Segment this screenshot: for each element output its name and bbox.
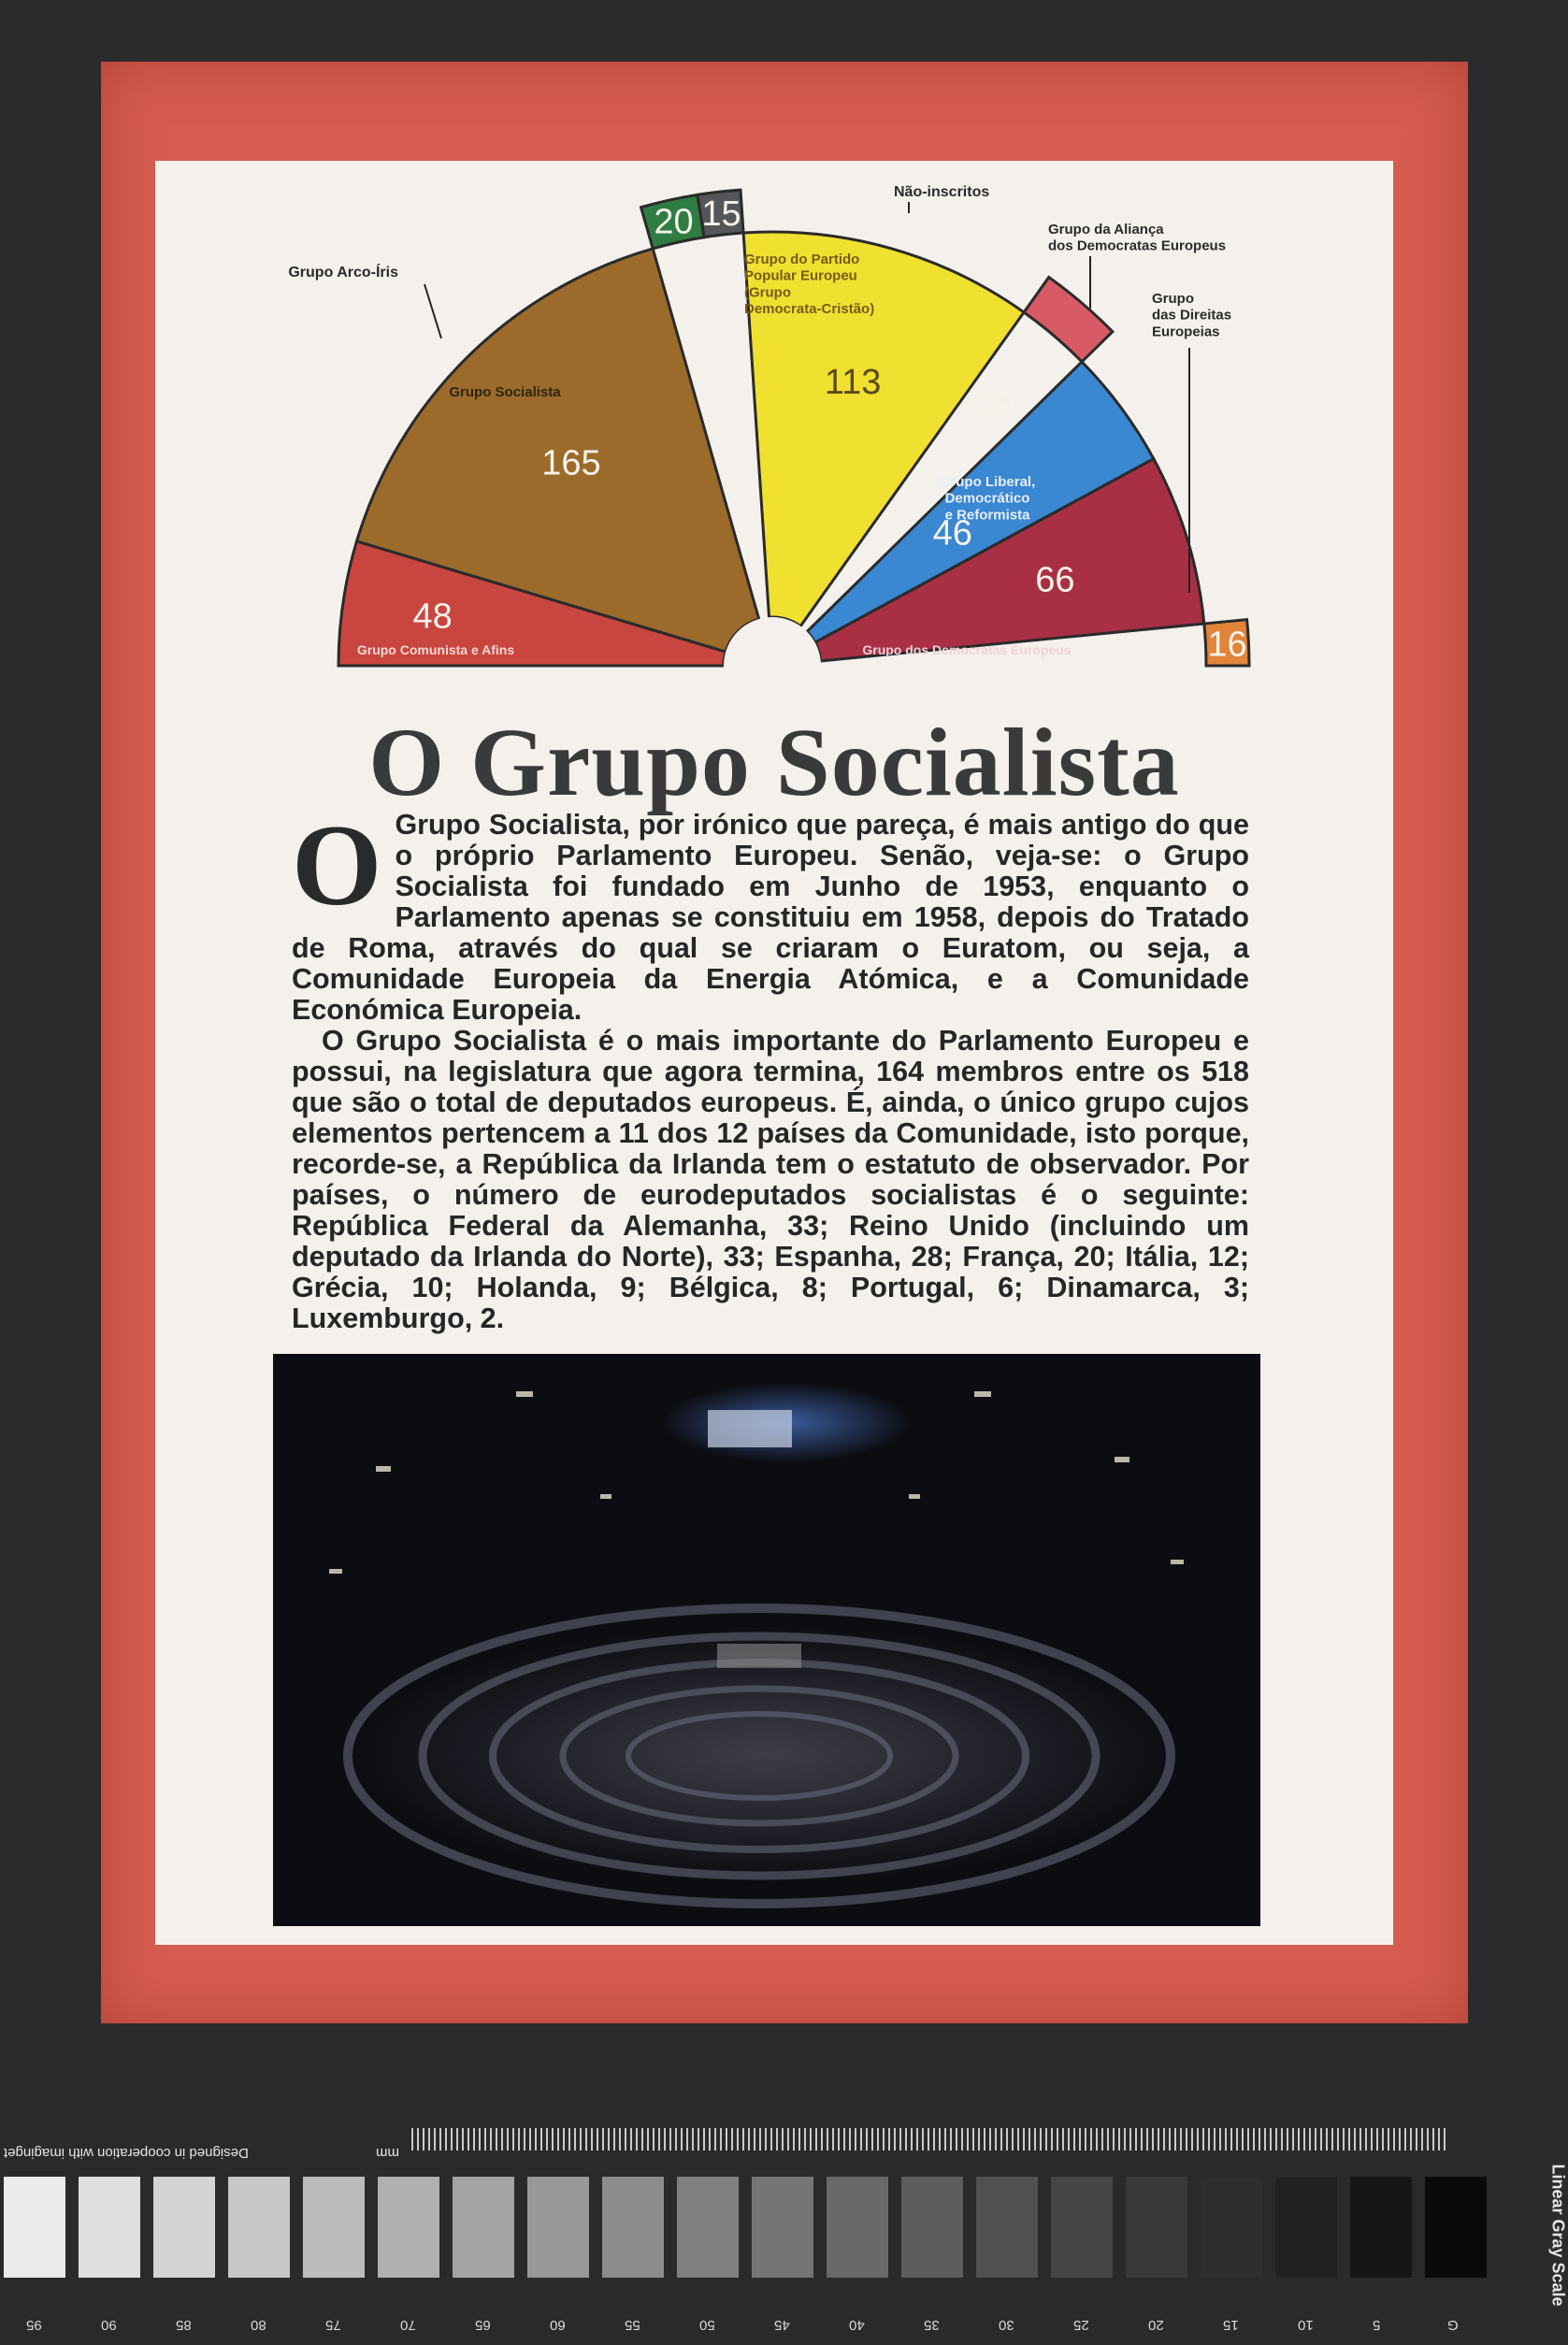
gray-swatch-label: 5: [1373, 2317, 1381, 2333]
label-democratas: Grupo dos Democratas Europeus: [862, 642, 1072, 657]
leader-line-1: [424, 284, 441, 338]
gray-swatch-label: 85: [176, 2317, 192, 2333]
mm-ruler: [411, 2128, 1449, 2151]
gray-swatch-label: 70: [400, 2317, 416, 2333]
gray-swatch-label: 35: [924, 2317, 940, 2333]
gray-swatch: [901, 2177, 963, 2278]
gray-swatch-label: 20: [1148, 2317, 1164, 2333]
paragraph-1: Grupo Socialista, por irónico que pareça, é mais antigo do que o próprio Parlamento Europeu. Senão, veja-se: o Grupo Socialista foi fundado em Junho de 1953, enquanto o Parlamento apenas se constituiu em 1958, depois do Tratado de Roma, através do qual se criaram o Euratom, ou seja, a Comunidade Europeia da Energia Atómica, e a Comunidade Económica Europeia.: [292, 809, 1249, 1026]
gray-swatch: [1126, 2177, 1187, 2278]
gray-swatch-label: 75: [325, 2317, 341, 2333]
gray-swatch: [228, 2177, 290, 2278]
gray-swatch-label: 50: [699, 2317, 715, 2333]
gray-swatch-label: G: [1447, 2317, 1459, 2333]
parliament-hemicycle-photo: [273, 1354, 1260, 1926]
label-nao-inscritos: Não-inscritos: [894, 184, 990, 200]
slice-value-3: 20: [654, 202, 694, 242]
gray-swatch: [1201, 2177, 1262, 2278]
gray-swatch: [4, 2177, 65, 2278]
label-liberal: Grupo Liberal, Democrático e Reformista: [939, 474, 1036, 524]
gray-swatch: [1275, 2177, 1337, 2278]
slice-value-8: 66: [1035, 560, 1075, 600]
magazine-page: [155, 161, 1393, 1945]
gray-swatch-label: 65: [475, 2317, 491, 2333]
parliament-seat-chart: [155, 161, 1393, 684]
slice-value-9: 16: [1207, 625, 1247, 665]
slice-value-7: 46: [932, 513, 972, 554]
label-direitas: Grupo das Direitas Europeias: [1152, 291, 1232, 340]
slice-value-6: 29: [975, 385, 1015, 425]
gray-swatch-label: 30: [999, 2317, 1014, 2333]
slice-6: [1024, 278, 1113, 362]
article-body: [292, 801, 1249, 1334]
gray-swatch: [527, 2177, 589, 2278]
gray-swatch: [827, 2177, 888, 2278]
scan-credit: Designed in cooperation with imaginget: [4, 2145, 249, 2161]
label-comunista: Grupo Comunista e Afins: [356, 642, 515, 657]
gray-swatch: [153, 2177, 215, 2278]
gray-swatch-label: 45: [774, 2317, 790, 2333]
gray-swatch: [1051, 2177, 1113, 2278]
gray-swatch: [378, 2177, 439, 2278]
gray-swatch-label: 95: [26, 2317, 42, 2333]
gray-swatch: [602, 2177, 664, 2278]
article-title: O Grupo Socialista: [368, 709, 1180, 816]
gray-swatch: [1425, 2177, 1487, 2278]
gray-swatch-label: 15: [1223, 2317, 1239, 2333]
gray-swatch-label: 60: [550, 2317, 566, 2333]
slice-value-1: 48: [412, 597, 453, 637]
ruler-unit: mm: [376, 2145, 399, 2161]
label-arco-iris: Grupo Arco-Íris: [288, 265, 398, 281]
drop-cap: O: [292, 801, 382, 929]
paragraph-2: O Grupo Socialista é o mais importante do Parlamento Europeu e possui, na legislatura que agora termina, 164 membros entre os 518 que são o total de deputados europeus. É, ainda, o único grupo cujos elementos pertencem a 11 dos 12 países da Comunidade, isto porque, recorde-se, a República da Irlanda tem o estatuto de observador. Por países, o número de eurodeputados socialistas é o seguinte: República Federal da Alemanha, 33; Reino Unido (incluindo um deputado da Irlanda do Norte), 33; Espanha, 28; França, 20; Itália, 12; Grécia, 10; Holanda, 9; Bélgica, 8; Portugal, 6; Dinamarca, 3; Luxemburgo, 2.: [292, 1025, 1249, 1334]
label-ppe: Grupo do Partido Popular Europeu (Grupo Democrata-Cristão): [744, 252, 875, 318]
gray-swatch: [79, 2177, 140, 2278]
gray-swatch: [677, 2177, 739, 2278]
gray-swatch: [303, 2177, 365, 2278]
gray-swatch-label: 25: [1073, 2317, 1089, 2333]
gray-swatch: [976, 2177, 1038, 2278]
gray-swatch: [1350, 2177, 1412, 2278]
gray-swatch-label: 40: [849, 2317, 865, 2333]
gray-swatch-label: 90: [101, 2317, 117, 2333]
scale-title: Linear Gray Scale: [1548, 2164, 1568, 2307]
chart-center: [724, 617, 821, 714]
gray-swatch-label: 80: [251, 2317, 266, 2333]
slice-value-5: 113: [824, 362, 882, 402]
label-socialista: Grupo Socialista: [449, 384, 561, 400]
gray-swatch-label: 10: [1298, 2317, 1314, 2333]
slice-value-4: 15: [701, 194, 741, 235]
gray-swatch: [453, 2177, 514, 2278]
label-alianca: Grupo da Aliança dos Democratas Europeus: [1048, 222, 1227, 254]
gray-swatch-label: 55: [625, 2317, 640, 2333]
gray-swatch: [752, 2177, 813, 2278]
slice-value-2: 165: [541, 443, 601, 483]
